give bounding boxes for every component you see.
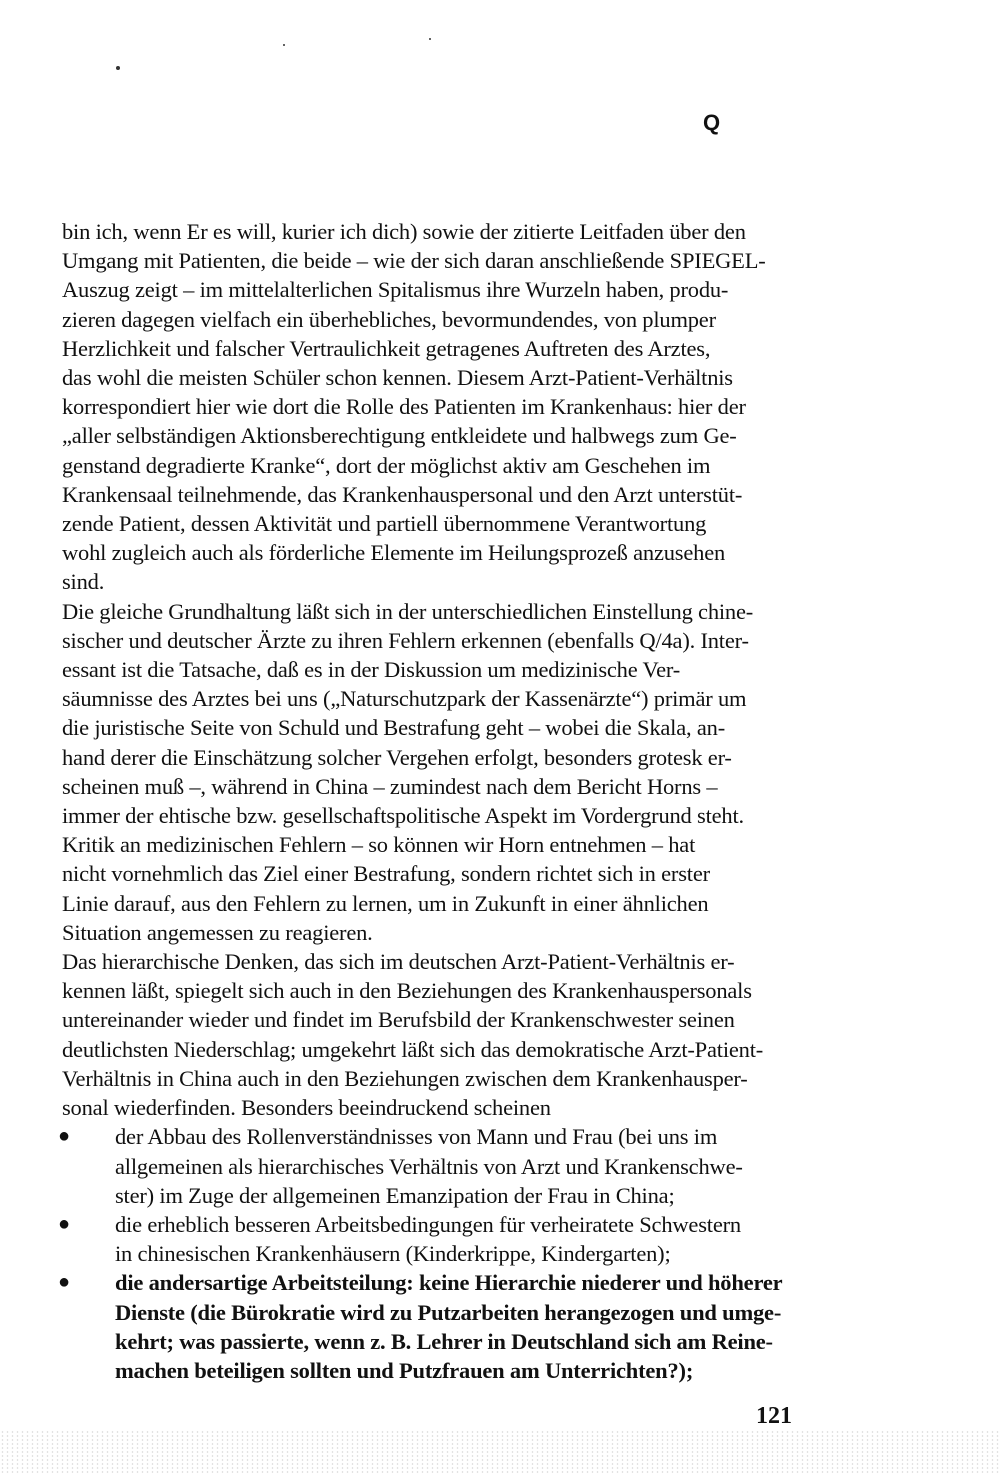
text-line: Dienste (die Bürokratie wird zu Putzarbeiten herangezogen und umge- bbox=[115, 1299, 782, 1325]
text-line: Herzlichkeit und falscher Vertraulichkeit getragenes Auftreten des Arztes, bbox=[62, 335, 711, 361]
text-line: Krankensaal teilnehmende, das Krankenhauspersonal und den Arzt unterstüt- bbox=[62, 481, 743, 507]
scan-speck bbox=[116, 66, 120, 70]
text-line: Das hierarchische Denken, das sich im deutschen Arzt-Patient-Verhältnis er- bbox=[62, 949, 735, 975]
scan-noise-band bbox=[0, 1430, 1000, 1473]
text-line: in chinesischen Krankenhäusern (Kinderkrippe, Kindergarten); bbox=[115, 1241, 671, 1267]
text-line: Kritik an medizinischen Fehlern – so können wir Horn entnehmen – hat bbox=[62, 832, 696, 858]
text-line: allgemeinen als hierarchisches Verhältnis von Arzt und Krankenschwe- bbox=[115, 1153, 743, 1179]
text-line: genstand degradierte Kranke“, dort der möglichst aktiv am Geschehen im bbox=[62, 452, 711, 478]
text-line: kennen läßt, spiegelt sich auch in den Beziehungen des Krankenhauspersonals bbox=[62, 978, 752, 1004]
text-line: säumnisse des Arztes bei uns („Naturschutzpark der Kassenärzte“) primär um bbox=[62, 686, 747, 712]
paragraph-2 bbox=[62, 597, 802, 947]
paragraph-3 bbox=[62, 947, 802, 1122]
bullet-text: die andersartige Arbeitsteilung: keine Hierarchie niederer und höherer bbox=[115, 1270, 783, 1296]
text-line: Verhältnis in China auch in den Beziehungen zwischen dem Krankenhausper- bbox=[62, 1065, 748, 1091]
text-line: kehrt; was passierte, wenn z. B. Lehrer in Deutschland sich am Reine- bbox=[115, 1328, 773, 1354]
text-line: ster) im Zuge der allgemeinen Emanzipation der Frau in China; bbox=[115, 1182, 675, 1208]
body-text bbox=[58, 217, 802, 1385]
bullet-item bbox=[58, 1210, 802, 1268]
text-line: Die gleiche Grundhaltung läßt sich in der unterschiedlichen Einstellung chine- bbox=[62, 598, 754, 624]
page-number: 121 bbox=[756, 1403, 792, 1429]
bullet-list bbox=[58, 1122, 802, 1385]
text-line: nicht vornehmlich das Ziel einer Bestrafung, sondern richtet sich in erster bbox=[62, 861, 710, 887]
text-line: Linie darauf, aus den Fehlern zu lernen, um in Zukunft in einer ähnlichen bbox=[62, 890, 709, 916]
text-line: hand derer die Einschätzung solcher Vergehen erfolgt, besonders grotesk er- bbox=[62, 744, 732, 770]
text-line: essant ist die Tatsache, daß es in der Diskussion um medizinische Ver- bbox=[62, 657, 681, 683]
text-line bbox=[58, 1122, 802, 1151]
text-line: scheinen muß –, während in China – zumindest nach dem Bericht Horns – bbox=[62, 773, 718, 799]
bullet-dot-icon: ● bbox=[58, 1125, 70, 1148]
text-line: Auszug zeigt – im mittelalterlichen Spitalismus ihre Wurzeln haben, produ- bbox=[62, 277, 729, 303]
text-line: deutlichsten Niederschlag; umgekehrt läßt sich das demokratische Arzt-Patient- bbox=[62, 1036, 764, 1062]
text-line: immer der ehtische bzw. gesellschaftspolitische Aspekt im Vordergrund steht. bbox=[62, 803, 744, 829]
scan-speck bbox=[283, 44, 285, 46]
text-line: sischer und deutscher Ärzte zu ihren Fehlern erkennen (ebenfalls Q/4a). Inter- bbox=[62, 627, 749, 653]
text-line: wohl zugleich auch als förderliche Elemente im Heilungsprozeß anzusehen bbox=[62, 540, 726, 566]
text-line: korrespondiert hier wie dort die Rolle des Patienten im Krankenhaus: hier der bbox=[62, 394, 746, 420]
text-line bbox=[58, 1210, 802, 1239]
paragraph-1 bbox=[62, 217, 802, 597]
text-line: Situation angemessen zu reagieren. bbox=[62, 919, 373, 945]
text-line: untereinander wieder und findet im Berufsbild der Krankenschwester seinen bbox=[62, 1007, 735, 1033]
text-line: zieren dagegen vielfach ein überhebliches, bevormundendes, von plumper bbox=[62, 306, 716, 332]
text-line: machen beteiligen sollten und Putzfrauen am Unterrichten?); bbox=[115, 1357, 694, 1383]
text-line: bin ich, wenn Er es will, kurier ich dich) sowie der zitierte Leitfaden über den bbox=[62, 219, 746, 244]
bullet-item bbox=[58, 1268, 802, 1385]
text-line bbox=[58, 1268, 802, 1297]
text-line: sind. bbox=[62, 569, 105, 595]
corner-mark: Q bbox=[703, 110, 721, 135]
scan-speck bbox=[429, 38, 431, 40]
text-line: Umgang mit Patienten, die beide – wie der sich daran anschließende SPIEGEL- bbox=[62, 248, 766, 274]
bullet-text: der Abbau des Rollenverständnisses von Mann und Frau (bei uns im bbox=[115, 1124, 718, 1150]
text-line: die juristische Seite von Schuld und Bestrafung geht – wobei die Skala, an- bbox=[62, 715, 725, 741]
bullet-dot-icon: ● bbox=[58, 1212, 70, 1235]
bullet-text: die erheblich besseren Arbeitsbedingungen für verheiratete Schwestern bbox=[115, 1211, 741, 1237]
bullet-dot-icon: ● bbox=[58, 1271, 70, 1294]
text-line: sonal wiederfinden. Besonders beeindruckend scheinen bbox=[62, 1095, 551, 1121]
text-line: das wohl die meisten Schüler schon kennen. Diesem Arzt-Patient-Verhältnis bbox=[62, 365, 733, 391]
text-line: „aller selbständigen Aktionsberechtigung entkleidete und halbwegs zum Ge- bbox=[62, 423, 737, 449]
bullet-item bbox=[58, 1122, 802, 1210]
text-line: zende Patient, dessen Aktivität und partiell übernommene Verantwortung bbox=[62, 511, 707, 537]
